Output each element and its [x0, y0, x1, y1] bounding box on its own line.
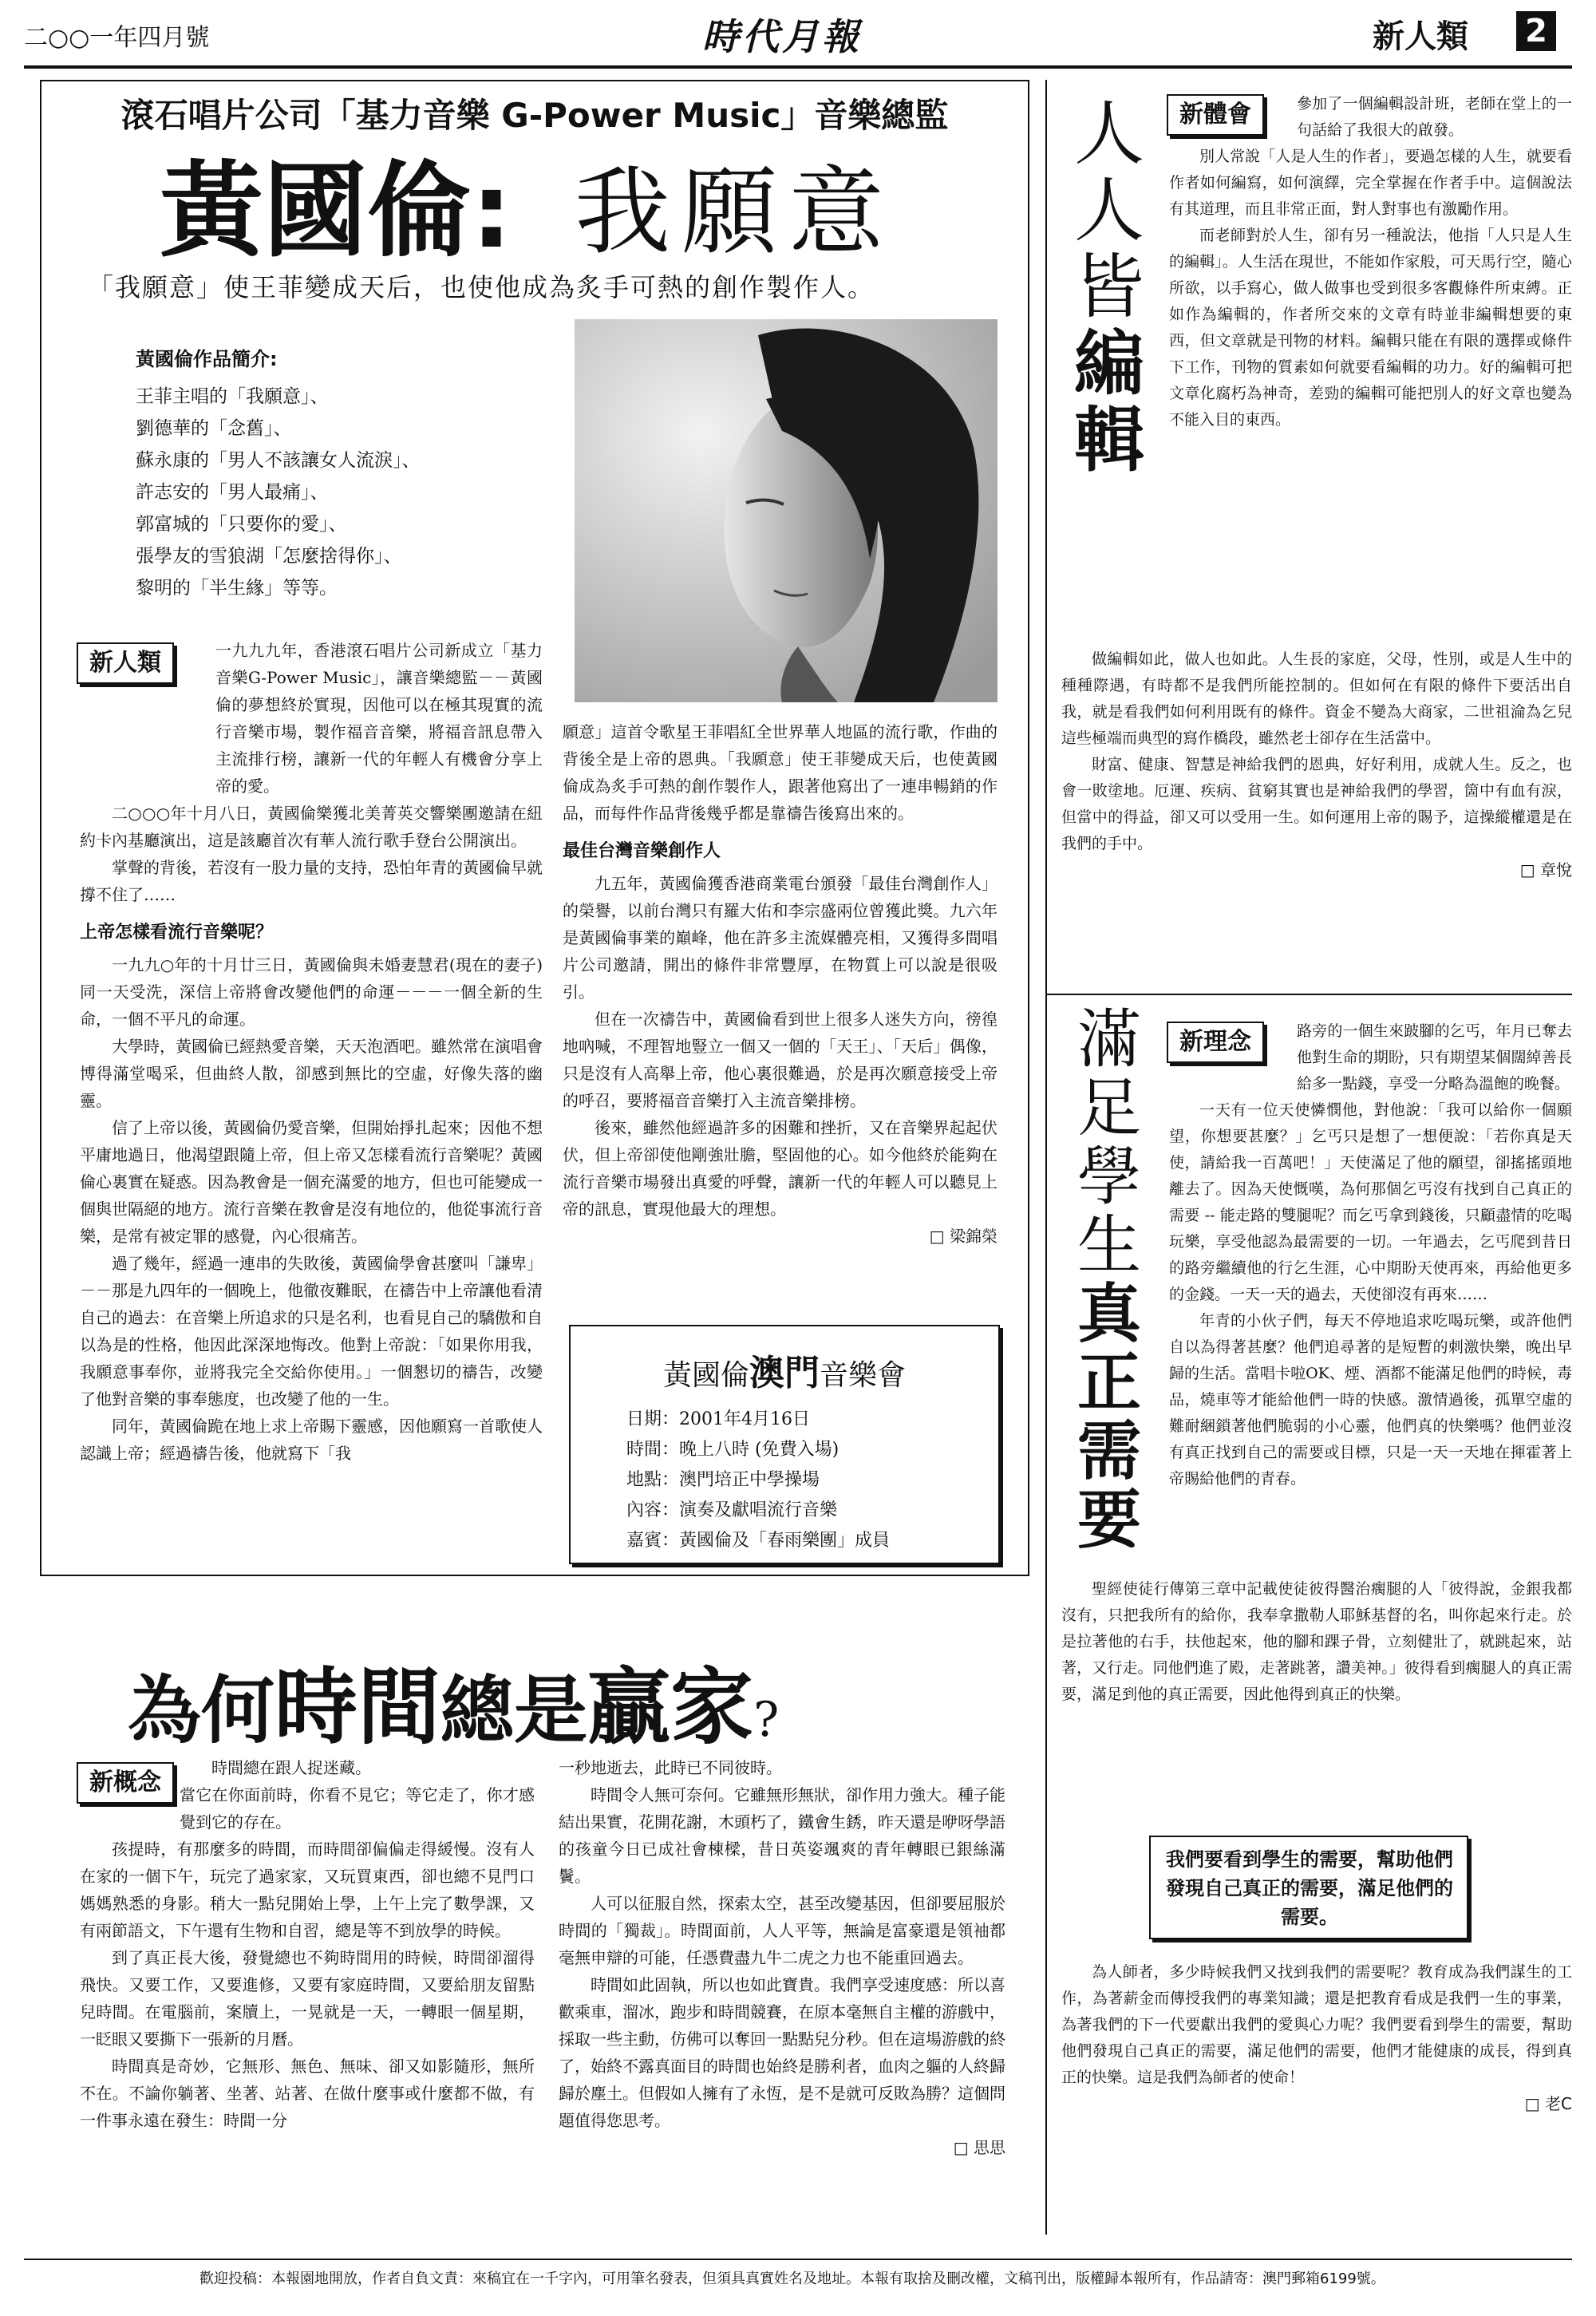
portrait-illustration	[575, 319, 998, 702]
concert-title	[571, 1344, 998, 1395]
section-name: 新人類	[1373, 18, 1468, 55]
paragraph: 年青的小伙子們，每天不停地追求吃喝玩樂，或許他們自以為得著甚麼？他們追尋著的是短暫的刺激快樂，晚出早歸的生活。當唱卡啦OK、煙、酒都不能滿足他們的時候，毒品，燒車等才能給他們一時的快感。激情過後，孤單空虛的難耐綑鎖著他們脆弱的小心靈，他們真的快樂嗎？他們並沒有真正找到自己的需要或目標，只是一天一天地在揮霍著上帝賜給他們的青春。	[1169, 1312, 1572, 1488]
concert-line: 日期：2001年4月16日	[626, 1409, 810, 1429]
paragraph: 時間令人無可奈何。它雖無形無狀，卻作用力強大。種子能結出果實，花開花謝，木頭朽了，鐵會生銹，昨天還是咿呀學語的孩童今日已成社會棟樑，昔日英姿颯爽的青年轉眼已銀絲滿鬢。	[559, 1785, 1005, 1886]
bottom-section-label: 新概念	[77, 1762, 174, 1804]
concert-title-prefix: 黃國倫	[662, 1359, 749, 1392]
right-bottom-text-final	[1061, 1959, 1572, 2117]
paragraph: 時間真是奇妙，它無形、無色、無味、卻又如影隨形，無所不在。不論你躺著、坐著、站著、在做什麼事或什麼都不做，有一件事永遠在發生：時間一分	[80, 2057, 535, 2130]
works-item: 郭富城的「只要你的愛」、	[136, 514, 347, 535]
paragraph: 到了真正長大後，發覺總也不夠時間用的時候，時間卻溜得飛快。又要工作，又要進修，又要有家庭時間，又要給朋友留點兒時間。在電腦前，案牘上，一晃就是一天，一轉眼一個星期，一眨眼又要撕下一張新的月曆。	[80, 1948, 535, 2049]
bottom-column-2	[559, 1754, 1005, 2161]
paragraph: 做編輯如此，做人也如此。人生長的家庭，父母，性別，或是人生中的種種際遇，有時都不是我們所能控制的。但如何在有限的條件下要活出自我，就是看我們如何利用既有的條件。資金不變為大商家，二世祖淪為乞兒這些極端而典型的寫作橋段，雖然老士卻存在生活當中。	[1061, 650, 1572, 747]
works-item: 張學友的雪狼湖「怎麼捨得你」、	[136, 546, 402, 567]
right-bottom-text	[1169, 1018, 1572, 1492]
works-heading: 黃國倫作品簡介:	[136, 348, 278, 370]
bottom-column-1	[80, 1754, 535, 2134]
title-char: 生	[1077, 1208, 1141, 1282]
paragraph: 時間如此固執，所以也如此寶貴。我們享受速度感：所以喜歡乘車，溜冰，跑步和時間競賽，在原本毫無自主權的游戲中，採取一些主動，仿佛可以奪回一點點兒分秒。但在這場游戲的終了，始終不露真面目的時間也始終是勝利者，血肉之軀的人終歸歸於塵土。但假如人擁有了永恆，是不是就可反敗為勝？這個問題值得您思考。	[559, 1975, 1005, 2130]
footer-rule	[24, 2259, 1572, 2260]
title-part: 時間	[275, 1658, 441, 1756]
title-part: 贏家	[587, 1658, 754, 1756]
title-char: 滿	[1077, 1002, 1141, 1077]
works-item: 劉德華的「念舊」、	[136, 418, 292, 439]
paragraph: 孩提時，有那麼多的時間，而時間卻偏偏走得緩慢。沒有人在家的一個下午，玩完了過家家，又玩買東西，卻也總不見門口媽媽熟悉的身影。稍大一點兒開始上學，上午上完了數學課，又有兩節語文，下午還有生物和自習，總是等不到放學的時候。	[80, 1840, 535, 1940]
paragraph: 為人師者，多少時候我們又找到我們的需要呢？教育成為我們謀生的工作，為著薪金而傳授我們的專業知識；還是把教育看成是我們一生的事業，為著我們的下一代要獻出我們的愛與心力呢？我們要看到學生的需要，幫助他們發現自己真正的需要，滿足他們的需要，他們才能健康的成長，得到真正的快樂。這是我們為師者的使命！	[1061, 1963, 1572, 2086]
concert-line: 嘉賓：黃國倫及「春雨樂團」成員	[626, 1531, 891, 1551]
paragraph: 信了上帝以後，黃國倫仍愛音樂，但開始掙扎起來；因他不想平庸地過日，他渴望跟隨上帝，但上帝又怎樣看流行音樂呢？黃國倫心裏實在疑惑。因為教會是一個充滿愛的地方，但也可能變成一個與世隔絕的地方。流行音樂在教會是沒有地位的，他從事流行音樂，是常有被定罪的感覺，內心很痛苦。	[80, 1118, 543, 1246]
title-name: 黃國倫:	[160, 150, 512, 271]
right-column-rule	[1045, 80, 1047, 2235]
main-column-1	[80, 637, 543, 1467]
concert-title-suffix: 音樂會	[820, 1359, 907, 1392]
paragraph: 參加了一個編輯設計班，老師在堂上的一句話給了我很大的啟發。	[1297, 95, 1572, 139]
title-part: ?	[753, 1692, 780, 1748]
title-quote: 我願意	[575, 157, 895, 268]
paragraph: 同年，黃國倫跪在地上求上帝賜下靈感，因他願寫一首歌使人認識上帝；經過禱告後，他就寫下「我	[80, 1417, 543, 1463]
main-section-label: 新人類	[77, 642, 174, 684]
paragraph: 後來，雖然他經過許多的困難和挫折，又在音樂界起起伏伏，但上帝卻使他剛強壯膽，堅固他的心。如今他終於能夠在流行音樂市場發出真愛的呼聲，讓新一代的年輕人可以聽見上帝的訊息，實現他最大的理想。	[563, 1118, 998, 1219]
title-char: 要	[1077, 1483, 1141, 1557]
paragraph: 當它在你面前時，你看不見它；等它走了，你才感覺到它的存在。	[180, 1785, 535, 1832]
title-char: 輯	[1073, 399, 1144, 481]
works-list	[136, 343, 551, 604]
right-bottom-vertical-title	[1061, 1002, 1157, 1557]
concert-line: 內容：演奏及獻唱流行音樂	[626, 1500, 838, 1520]
title-char: 編	[1073, 322, 1144, 405]
byline: □ 章悅	[1519, 860, 1572, 879]
footer-text: 歡迎投稿：本報園地開放，作者自負文責：來稿宜在一千字內，可用筆名發表，但須具真實姓名及地址。本報有取捨及刪改權，文稿刊出，版權歸本報所有，作品請寄：澳門郵箱6199號。	[200, 2271, 1385, 2287]
right-top-label: 新體會	[1167, 94, 1264, 136]
right-divider	[1045, 994, 1572, 995]
concert-title-bold: 澳門	[749, 1353, 820, 1393]
page-header	[0, 0, 1596, 64]
pullquote-text: 我們要看到學生的需要，幫助他們發現自己真正的需要，滿足他們的需要。	[1166, 1848, 1453, 1928]
subhead: 最佳台灣音樂創作人	[563, 841, 721, 861]
paragraph: 路旁的一個生來跛腳的乞丐，年月已奪去他對生命的期盼，只有期望某個闊綽善長給多一點錢，享受一分略為溫飽的晚餐。	[1297, 1022, 1572, 1093]
byline: □ 思思	[953, 2138, 1005, 2157]
paragraph: 一九九○年的十月廿三日，黃國倫與未婚妻慧君(現在的妻子)同一天受洗，深信上帝將會改變他們的命運－－－一個全新的生命，一個不平凡的命運。	[80, 955, 543, 1029]
title-char: 需	[1077, 1414, 1141, 1488]
subhead: 上帝怎樣看流行音樂呢？	[80, 923, 274, 943]
title-char: 皆	[1073, 246, 1144, 328]
right-bottom-text-wide	[1061, 1576, 1572, 1708]
paragraph: 一秒地逝去，此時已不同彼時。	[559, 1758, 782, 1777]
title-char: 真	[1077, 1277, 1141, 1351]
paragraph: 別人常說「人是人生的作者」，要過怎樣的人生，就要看作者如何編寫，如何演繹，完全掌握在作者手中。這個說法有其道理，而且非常正面，對人對事也有激勵作用。	[1169, 148, 1572, 218]
concert-line: 地點：澳門培正中學操場	[626, 1470, 820, 1490]
works-item: 蘇永康的「男人不該讓女人流淚」、	[136, 450, 421, 471]
main-column-2	[563, 718, 998, 1250]
title-part: 為何	[128, 1667, 275, 1753]
title-char: 人	[1073, 93, 1144, 175]
works-item: 許志安的「男人最痛」、	[136, 482, 329, 503]
concert-line: 時間：晚上八時 (免費入場)	[626, 1440, 839, 1460]
paragraph: 過了幾年，經過一連串的失敗後，黃國倫學會甚麼叫「謙卑」－－那是九四年的一個晚上，他徹夜難眠，在禱告中上帝讓他看清自己的過去：在音樂上所追求的只是名利，也看見自己的驕傲和自以為是的性格，他因此深深地悔改。他對上帝說：「如果你用我，我願意事奉你，並將我完全交給你使用。」一個懇切的禱告，改變了他對音樂的事奉態度，也改變了他的一生。	[80, 1254, 543, 1409]
paragraph: 人可以征服自然，探索太空，甚至改變基因，但卻要屈服於時間的「獨裁」。時間面前，人人平等，無論是富豪還是領袖都毫無申辯的可能，任憑費盡九牛二虎之力也不能重回過去。	[559, 1894, 1005, 1967]
paragraph: 九五年，黃國倫獲香港商業電台頒發「最佳台灣創作人」的榮譽，以前台灣只有羅大佑和李宗盛兩位曾獲此獎。九六年是黃國倫事業的巔峰，他在許多主流媒體亮相，又獲得多間唱片公司邀請，開出的條件非常豐厚，在物質上可以說是很吸引。	[563, 874, 998, 1002]
paragraph: 二○○○年十月八日，黃國倫樂獲北美菁英交響樂團邀請在紐約卡內基廳演出，這是該廳首次有華人流行歌手登台公開演出。	[80, 804, 543, 850]
concert-box	[569, 1325, 1000, 1564]
paragraph: 一九九九年，香港滾石唱片公司新成立「基力音樂G-Power Music」，讓音樂總監－－黃國倫的夢想終於實現，因他可以在極其現實的流行音樂市場，製作福音音樂，將福音訊息帶入主流排行榜，讓新一代的年輕人有機會分享上帝的愛。	[215, 641, 543, 796]
page-number: 2	[1516, 11, 1556, 51]
right-top-vertical-title	[1061, 93, 1157, 481]
paragraph: 但在一次禱告中，黃國倫看到世上很多人迷失方向，徬徨地吶喊，不理智地豎立一個又一個的「天王」、「天后」偶像，只是沒有人高舉上帝，他心裏很難過，於是再次願意接受上帝的呼召，要將福音音樂打入主流音樂排榜。	[563, 1010, 998, 1110]
paragraph: 時間總在跟人捉迷藏。	[211, 1758, 371, 1777]
bottom-title	[128, 1640, 1005, 1756]
title-char: 正	[1077, 1346, 1141, 1420]
paragraph: 掌聲的背後，若沒有一股力量的支持，恐怕年青的黃國倫早就撐不住了……	[80, 858, 543, 904]
issue-date: 二○○一年四月號	[24, 24, 210, 52]
right-top-text-wide	[1061, 646, 1572, 883]
main-title	[160, 128, 958, 271]
masthead: 時代月報	[702, 15, 862, 58]
paragraph: 而老師對於人生，卻有另一種說法，他指「人只是人生的編輯」。人生活在現世，不能如作家般，可天馬行空，隨心所欲，以手寫心，做人做事也受到很多客觀條件所束縛。正如作為編輯的，作者所交來的文章有時並非編輯想要的東西，但文章就是刊物的材料。編輯只能在有限的選擇或條件下工作，刊物的質素如何就要看編輯的功力。好的編輯可把文章化腐朽為神奇，差勁的編輯可能把別人的好文章也變為不能入目的東西。	[1169, 227, 1572, 429]
pullquote-box	[1149, 1836, 1468, 1939]
works-item: 黎明的「半生緣」等等。	[136, 578, 338, 599]
paragraph: 聖經使徒行傳第三章中記載使徒彼得醫治瘸腿的人「彼得說，金銀我都沒有，只把我所有的給你，我奉拿撒勒人耶穌基督的名，叫你起來行走。於是拉著他的右手，扶他起來，他的腳和踝子骨，立刻健壯了，就跳起來，站著，又行走。同他們進了殿，走著跳著，讚美神。」彼得看到瘸腿人的真正需要，滿足到他的真正需要，因此他得到真正的快樂。	[1061, 1580, 1572, 1703]
byline: □ 梁錦榮	[929, 1227, 998, 1246]
right-bottom-label: 新理念	[1167, 1022, 1264, 1063]
right-top-text	[1169, 91, 1572, 433]
portrait-photo	[575, 319, 998, 702]
title-char: 人	[1073, 169, 1144, 251]
byline: □ 老C	[1524, 2094, 1572, 2113]
works-item: 王菲主唱的「我願意」、	[136, 386, 329, 407]
paragraph: 大學時，黃國倫已經熱愛音樂，天天泡酒吧。雖然常在演唱會博得滿堂喝采，但曲終人散，卻感到無比的空虛，好像失落的幽靈。	[80, 1037, 543, 1110]
header-rule	[24, 65, 1572, 69]
paragraph: 財富、健康、智慧是神給我們的恩典，好好利用，成就人生。反之，也會一敗塗地。厄運、疾病、貧窮其實也是神給我們的學習，箇中有血有淚，但當中的得益，卻又可以受用一生。如何運用上帝的賜予，這操縱權還是在我們的手中。	[1061, 756, 1572, 852]
paragraph: 一天有一位天使憐憫他，對他說：「我可以給你一個願望，你想要甚麼？」乞丐只是想了一想便說：「若你真是天使，請給我一百萬吧！」天使滿足了他的願望，卻搖搖頭地離去了。因為天使慨嘆，為何那個乞丐沒有找到自己真正的需要 -- 能走路的雙腿呢？而乞丐拿到錢後，只顧盡情的吃喝玩樂，享受他認為最需要的一切。一年過去，乞丐爬到昔日的路旁繼續他的行乞生涯，心中期盼天使再來，再給他更多的金錢。一天一天的過去，天使卻沒有再來……	[1169, 1101, 1572, 1303]
main-kicker: 滾石唱片公司「基力音樂 G-Power Music」音樂總監	[120, 96, 949, 135]
title-char: 學	[1077, 1140, 1141, 1214]
title-char: 足	[1077, 1071, 1141, 1145]
main-deck: 「我願意」使王菲變成天后，也使他成為炙手可熱的創作製作人。	[88, 272, 875, 302]
concert-details	[626, 1405, 890, 1556]
paragraph: 願意」這首令歌星王菲唱紅全世界華人地區的流行歌，作曲的背後全是上帝的恩典。「我願意」使王菲變成天后，也使黃國倫成為炙手可熱的創作製作人，跟著他寫出了一連串暢銷的作品，而每件作品背後幾乎都是靠禱告後寫出來的。	[563, 722, 998, 823]
title-part: 總是	[440, 1667, 588, 1753]
